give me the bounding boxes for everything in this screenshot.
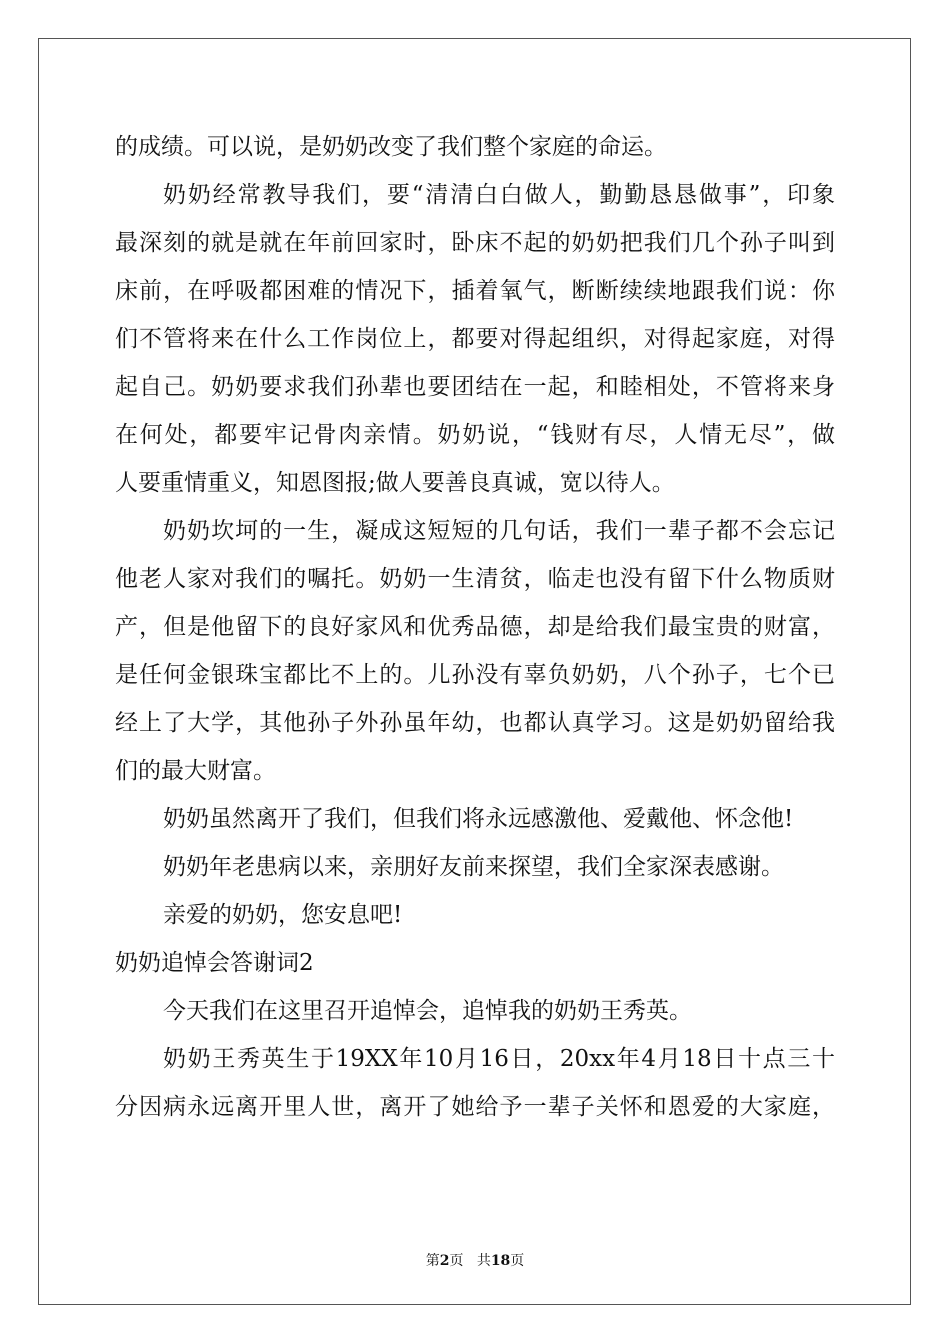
page-prefix: 第 [425,1253,440,1269]
text-line: 奶奶年老患病以来，亲朋好友前来探望，我们全家深表感谢。 [163,854,784,880]
text-line: 今天我们在这里召开追悼会，追悼我的奶奶王秀英。 [163,998,692,1024]
document-body [115,123,835,1131]
text-line: 们不管将来在什么工作岗位上，都要对得起组织，对得起家庭，对得 [115,326,835,352]
text-line: 是任何金银珠宝都比不上的。儿孙没有辜负奶奶，八个孙子，七个已 [115,662,835,688]
text-line: 奶奶王秀英生于19XX年10月16日，20xx年4月18日十点三十 [163,1046,835,1072]
text-line: 人要重情重义，知恩图报;做人要善良真诚，宽以待人。 [115,470,675,496]
total-pages: 18 [490,1253,511,1269]
text-line: 起自己。奶奶要求我们孙辈也要团结在一起，和睦相处，不管将来身 [115,374,835,400]
text-line: 亲爱的奶奶，您安息吧! [163,902,403,928]
text-line: 床前，在呼吸都困难的情况下，插着氧气，断断续续地跟我们说：你 [115,278,835,304]
text-line: 奶奶经常教导我们，要“清清白白做人，勤勤恳恳做事”，印象 [163,182,835,208]
text-line: 经上了大学，其他孙子外孙虽年幼，也都认真学习。这是奶奶留给我 [115,710,835,736]
text-line: 在何处，都要牢记骨肉亲情。奶奶说，“钱财有尽，人情无尽”，做 [115,422,835,448]
text-line: 最深刻的就是就在年前回家时，卧床不起的奶奶把我们几个孙子叫到 [115,230,835,256]
total-prefix: 共 [476,1253,491,1269]
page-footer [0,1250,950,1270]
text-line: 奶奶坎坷的一生，凝成这短短的几句话，我们一辈子都不会忘记 [163,518,835,544]
page-suffix: 页 [449,1253,464,1269]
page-number: 2 [439,1253,450,1269]
section-heading: 奶奶追悼会答谢词2 [115,950,314,976]
text-line: 产，但是他留下的良好家风和优秀品德，却是给我们最宝贵的财富， [115,614,835,640]
text-line: 的成绩。可以说，是奶奶改变了我们整个家庭的命运。 [115,134,667,160]
total-suffix: 页 [510,1253,525,1269]
text-line: 奶奶虽然离开了我们，但我们将永远感激他、爱戴他、怀念他! [163,806,794,832]
text-line: 分因病永远离开里人世，离开了她给予一辈子关怀和恩爱的大家庭， [115,1094,835,1120]
text-line: 们的最大财富。 [115,758,276,784]
text-line: 他老人家对我们的嘱托。奶奶一生清贫，临走也没有留下什么物质财 [115,566,835,592]
